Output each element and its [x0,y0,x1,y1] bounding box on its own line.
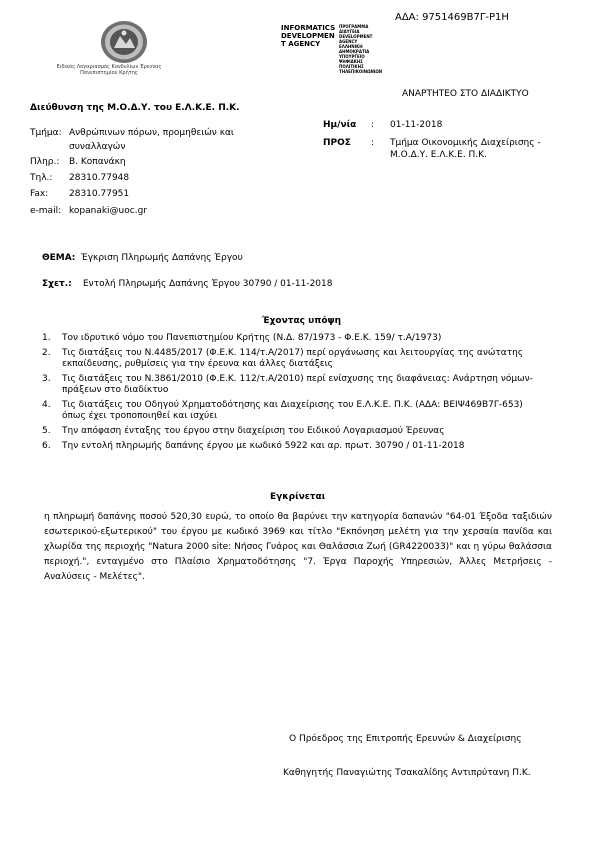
list-item-number: 6. [42,441,51,451]
list-item-number: 4. [42,400,51,410]
considering-title: Έχοντας υπόψη [262,316,342,326]
to-separator: : [371,138,375,148]
reference-label: Σχετ.: [42,279,72,289]
list-item [38,374,548,396]
agency-logo-small-line: ΤΗΛΕΠΙΚΟΙΝΩΝΙΩΝ [339,69,383,74]
to-label: ΠΡΟΣ [323,138,351,148]
list-item [38,441,548,452]
approval-title: Εγκρίνεται [270,492,326,502]
list-item-number: 3. [42,374,51,384]
agency-logo-line: INFORMATICS [281,24,336,32]
list-item-text: Τις διατάξεις του Ν.3861/2010 (Φ.Ε.Κ. 112/τ.Α/2010) περί ενίσχυσης της διαφάνειας: Ανάρτηση νόμων-πράξεων στο διαδίκτυο [62,374,533,395]
university-logo [42,20,176,78]
considering-list [38,333,548,456]
list-item-number: 1. [42,333,51,343]
ada-number: ΑΔΑ: 9751469Β7Γ-Ρ1Η [395,12,509,23]
tel-label: Τηλ.: [30,173,53,183]
list-item-text: Την εντολή πληρωμής δαπάνης έργου με κωδικό 5922 και αρ. πρωτ. 30790 / 01-11-2018 [62,441,465,451]
list-item [38,333,548,344]
list-item-text: Την απόφαση ένταξης του έργου στην διαχείριση του Ειδικού Λογαριασμού Έρευνας [62,426,445,436]
list-item-number: 2. [42,348,51,358]
to-value-cont: Μ.Ο.Δ.Υ. Ε.Λ.Κ.Ε. Π.Κ. [390,150,487,160]
date-separator: : [371,120,375,130]
list-item-text: Τις διατάξεις του Ν.4485/2017 (Φ.Ε.Κ. 114/τ.Α/2017) περί οργάνωσης και λειτουργίας της ανώτατης εκπαίδευσης, ρυθμίσεις για την έρευνα και άλλες διατάξεις [62,348,524,369]
signature-role: Ο Πρόεδρος της Επιτροπής Ερευνών & Διαχείρισης [289,734,522,744]
to-value: Τμήμα Οικονομικής Διαχείρισης - [390,138,541,148]
section-value: Ανθρώπινων πόρων, προμηθειών και [69,128,234,138]
informatics-agency-logo [281,24,383,74]
agency-logo-small-line: ΔΙΑΥΓΕΙΑ [339,29,360,34]
info-label: Πληρ.: [30,157,60,167]
date-value: 01-11-2018 [390,120,443,130]
list-item [38,348,548,370]
agency-logo-small-line: DEVELOPMENT AGENCY [339,34,373,44]
fax-value: 28310.77951 [69,189,130,199]
info-value: Β. Κοπανάκη [69,157,126,167]
agency-logo-line: T AGENCY [281,40,321,48]
reference-value: Εντολή Πληρωμής Δαπάνης Έργου 30790 / 01-11-2018 [83,279,333,289]
email-value[interactable]: kopanaki@uoc.gr [69,206,147,216]
date-label: Ημ/νία [323,120,357,130]
list-item-number: 5. [42,426,51,436]
fax-label: Fax: [30,189,49,199]
agency-logo-small-line: ΕΛΛΗΝΙΚΗ ΔΗΜΟΚΡΑΤΙΑ [339,44,370,54]
email-label: e-mail: [30,206,62,216]
subject-value: Έγκριση Πληρωμής Δαπάνης Έργου [81,253,243,263]
agency-logo-line: DEVELOPMEN [281,32,335,40]
agency-logo-small-line: ΠΟΛΙΤΙΚΗΣ [339,64,364,69]
list-item-text: Τις διατάξεις του Οδηγού Χρηματοδότησης και Διαχείρισης του Ε.Λ.Κ.Ε. Π.Κ. (ΑΔΑ: ΒΕΙΨ469Β7Γ-653) όπως έχει τροποποιηθεί και ισχύει [62,400,523,421]
agency-logo-small-line: ΨΗΦΙΑΚΗΣ [339,59,363,64]
publish-note: ΑΝΑΡΤΗΤΕΟ ΣΤΟ ΔΙΑΔΙΚΤΥΟ [402,89,529,99]
signature-name: Καθηγητής Παναγιώτης Τσακαλίδης Αντιπρύτανη Π.Κ. [283,768,531,778]
university-seal-icon [100,20,148,64]
tel-value: 28310.77948 [69,173,130,183]
logo-caption: Ειδικός Λογαριασμός Κονδυλίων Έρευνας Πανεπιστημίου Κρήτης [56,64,162,76]
list-item [38,400,548,422]
list-item-text: Τον ιδρυτικό νόμο του Πανεπιστημίου Κρήτης (Ν.Δ. 87/1973 - Φ.Ε.Κ. 159/ τ.Α/1973) [62,333,442,343]
sender-department: Διεύθυνση της Μ.Ο.Δ.Υ. του Ε.Λ.Κ.Ε. Π.Κ. [30,103,240,113]
approval-text: η πληρωμή δαπάνης ποσού 520,30 ευρώ, το οποίο θα βαρύνει την κατηγορία δαπανών "64-01 Έξοδα ταξιδιών εσωτερικού-εξωτερικού" του έργου με κωδικό 3969 και τίτλο "Εκπόνηση μελέτη για την χερσαία πανίδα και χλωρίδα της περιοχής "Natura 2000 site: Νήσος Γυάρος και Θαλάσσια Ζωή (GR4220033)" και η γύρω θαλάσσια περιοχή.", ενταγμένο στο Πλαίσιο Χρηματοδότησης "7. Έργα Παροχής Υπηρεσιών, Άλλες Μετρήσεις - Αναλύσεις - Μελέτες". [44,512,552,582]
list-item [38,426,548,437]
section-label: Τμήμα: [30,128,62,138]
agency-logo-small-line: ΥΠΟΥΡΓΕΙΟ [339,54,365,59]
section-value-cont: συναλλαγών [69,142,126,152]
subject-label: ΘΕΜΑ: [42,253,76,263]
agency-logo-small-line: ΠΡΟΓΡΑΜΜΑ [339,24,369,29]
